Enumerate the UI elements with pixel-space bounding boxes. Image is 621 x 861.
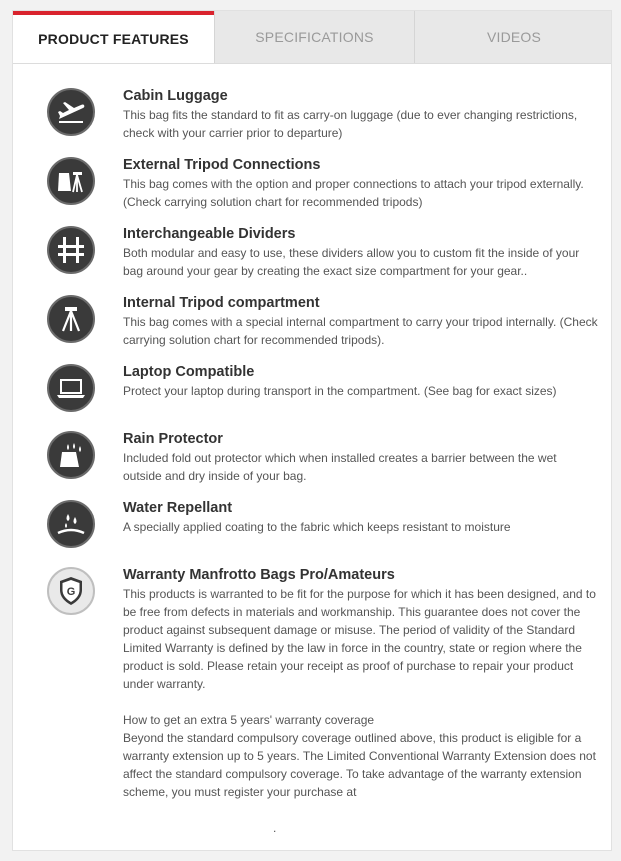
feature-title: Warranty Manfrotto Bags Pro/Amateurs xyxy=(123,567,395,583)
feature-title: Water Repellant xyxy=(123,500,233,516)
feature-description: This bag fits the standard to fit as carry-on luggage (due to ever changing restrictions, check with your carrier prior to departure) xyxy=(123,108,578,140)
feature-description: This bag comes with a special internal compartment to carry your tripod internally. (Check carrying solution chart for recommended tripods). xyxy=(123,315,598,347)
warranty-extension-heading: How to get an extra 5 years' warranty coverage xyxy=(123,713,375,727)
feature-title: Rain Protector xyxy=(123,431,223,447)
feature-description: A specially applied coating to the fabric which keeps resistant to moisture xyxy=(123,520,511,534)
water-drops-icon xyxy=(47,500,95,548)
product-info-panel xyxy=(12,10,612,851)
tripod-icon xyxy=(47,295,95,343)
tab-bar xyxy=(13,11,611,64)
feature-title: Laptop Compatible xyxy=(123,364,255,380)
feature-description: Protect your laptop during transport in the compartment. (See bag for exact sizes) xyxy=(123,384,557,398)
warranty-extension-text: Beyond the standard compulsory coverage outlined above, this product is eligible for a warranty extension up to 5 years. The Limited Conventional Warranty Extension does not affect the standard compulsory coverage. To take advantage of the warranty extension scheme, you must register your purchase at xyxy=(123,731,596,799)
svg-text:G: G xyxy=(66,586,76,598)
feature-title: Internal Tripod compartment xyxy=(123,295,320,311)
tripod-connection-icon xyxy=(47,157,95,205)
tab-product-features[interactable]: PRODUCT FEATURES xyxy=(13,11,214,63)
feature-description: Both modular and easy to use, these dividers allow you to custom fit the inside of your bag around your gear by creating the exact size compartment for your gear.. xyxy=(123,246,580,278)
feature-description xyxy=(123,585,598,837)
trailing-text: . xyxy=(273,821,277,835)
rain-protector-icon xyxy=(47,431,95,479)
warranty-shield-icon xyxy=(47,567,95,615)
feature-description: This bag comes with the option and proper connections to attach your tripod externally.(Check carrying solution chart for recommended tripods) xyxy=(123,177,584,209)
feature-description: Included fold out protector which when installed creates a barrier between the wet outside and dry inside of your bag. xyxy=(123,451,557,483)
feature-title: External Tripod Connections xyxy=(123,157,321,173)
laptop-icon xyxy=(47,364,95,412)
dividers-icon xyxy=(47,226,95,274)
warranty-text: This products is warranted to be fit for the purpose for which it has been designed, and to be free from defects in materials and workmanship. This guarantee does not cover the product against subsequent damage or misuse. The period of validity of the Standard Limited Warranty is defined by the law in force in the country, state or region where the product is sold. Please retain your receipt as proof of purchase to repair your product under warranty. xyxy=(123,587,596,691)
tab-videos[interactable]: VIDEOS xyxy=(414,11,612,63)
airplane-icon xyxy=(47,88,95,136)
feature-title: Cabin Luggage xyxy=(123,88,228,104)
tab-specifications[interactable]: SPECIFICATIONS xyxy=(214,11,414,63)
feature-title: Interchangeable Dividers xyxy=(123,226,296,242)
